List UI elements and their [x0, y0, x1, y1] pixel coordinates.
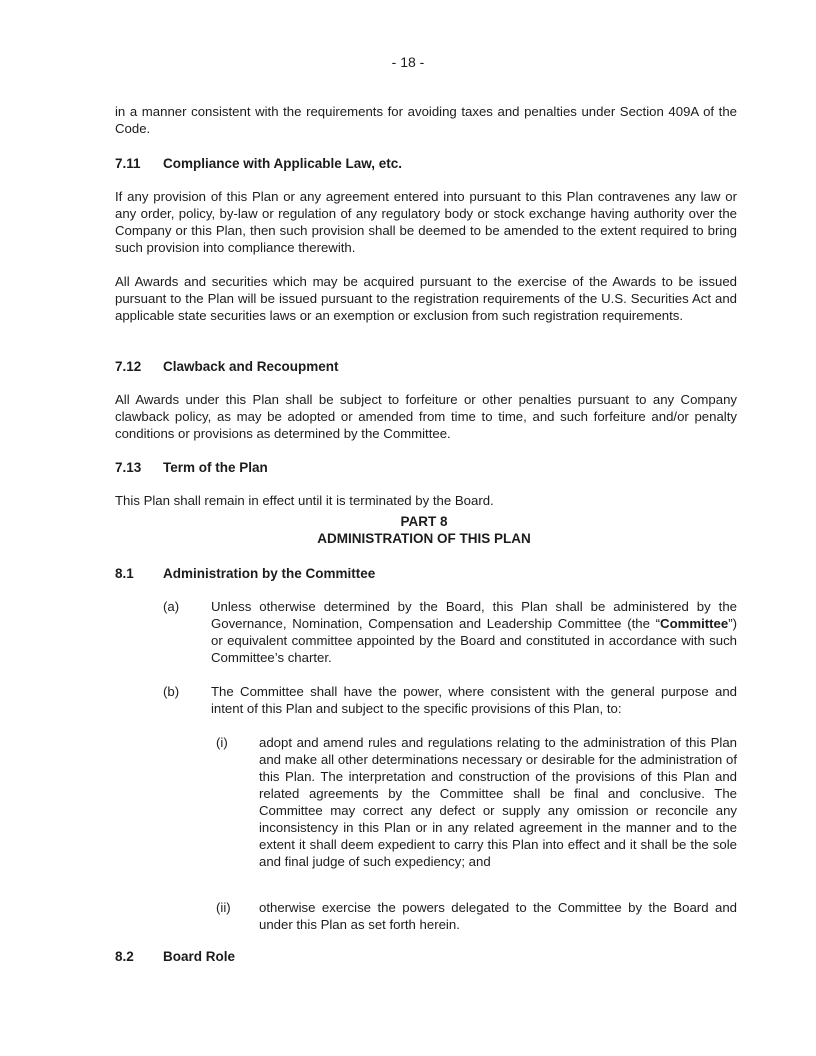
- part-title: ADMINISTRATION OF THIS PLAN: [317, 531, 531, 546]
- intro-paragraph: in a manner consistent with the requirements for avoiding taxes and penalties under Section 409A of the Code.: [115, 104, 737, 136]
- section-number: 7.12: [115, 359, 142, 374]
- section-7-12-paragraph: All Awards under this Plan shall be subject to forfeiture or other penalties pursuant to any Company clawback policy, as may be adopted or amended from time to time, and such forfeiture and/or penalty conditions or provisions as determined by the Committee.: [115, 392, 737, 441]
- clause-label-a: (a): [163, 599, 180, 614]
- defined-term-committee: Committee: [660, 616, 729, 631]
- section-number: 7.13: [115, 460, 142, 475]
- section-number: 7.11: [115, 156, 141, 171]
- clause-a-text-start: Unless otherwise determined by the Board, this Plan shall be administered by the Governance, Nomination, Compensation and Leadership Committee (the “: [211, 599, 737, 631]
- section-heading-8-1: [115, 565, 737, 583]
- clause-b-paragraph: The Committee shall have the power, where consistent with the general purpose and intent of this Plan and subject to the specific provisions of this Plan, to:: [211, 684, 737, 716]
- clause-label-b: (b): [163, 684, 180, 699]
- section-heading-8-2: [115, 948, 737, 966]
- clause-i-paragraph: adopt and amend rules and regulations relating to the administration of this Plan and make all other determinations necessary or desirable for the administration of this Plan. The interpretation and construction of the provisions of this Plan and related agreements by the Committee shall be final and conclusive. The Committee may correct any defect or supply any omission or reconcile any inconsistency in this Plan or in any related agreement in the manner and to the extent it shall deem expedient to carry this Plan into effect and it shall be the sole and final judge of such expediency; and: [259, 735, 737, 869]
- section-number: 8.2: [115, 949, 134, 964]
- section-7-13-paragraph: This Plan shall remain in effect until it is terminated by the Board.: [115, 493, 494, 508]
- section-title: Board Role: [163, 949, 236, 964]
- section-title: Compliance with Applicable Law, etc.: [163, 156, 403, 171]
- section-7-11-paragraph-1: If any provision of this Plan or any agreement entered into pursuant to this Plan contravenes any law or any order, policy, by-law or regulation of any regulatory body or stock exchange having authority over the Company or this Plan, then such provision shall be deemed to be amended to the extent required to bring such provision into compliance therewith.: [115, 189, 737, 255]
- section-title: Administration by the Committee: [163, 566, 376, 581]
- part-label: PART 8: [400, 514, 448, 529]
- section-heading-7-13: [115, 459, 737, 477]
- section-number: 8.1: [115, 566, 134, 581]
- clause-ii-paragraph: otherwise exercise the powers delegated to the Committee by the Board and under this Plan as set forth herein.: [259, 900, 737, 932]
- page-number: - 18 -: [391, 54, 425, 70]
- section-title: Term of the Plan: [163, 460, 268, 475]
- section-title: Clawback and Recoupment: [163, 359, 339, 374]
- clause-a-text-end: ”) or equivalent committee appointed by the Board and constituted in accordance with such Committee’s charter.: [211, 616, 737, 665]
- section-heading-7-11: [115, 155, 737, 173]
- clause-label-i: (i): [216, 735, 228, 750]
- section-7-11-paragraph-2: All Awards and securities which may be acquired pursuant to the exercise of the Awards to be issued pursuant to the Plan will be issued pursuant to the registration requirements of the U.S. Securities Act and applicable state securities laws or an exemption or exclusion from such registration requirements.: [115, 274, 737, 323]
- clause-label-ii: (ii): [216, 900, 231, 915]
- section-heading-7-12: [115, 358, 737, 376]
- clause-a-paragraph: [211, 598, 737, 666]
